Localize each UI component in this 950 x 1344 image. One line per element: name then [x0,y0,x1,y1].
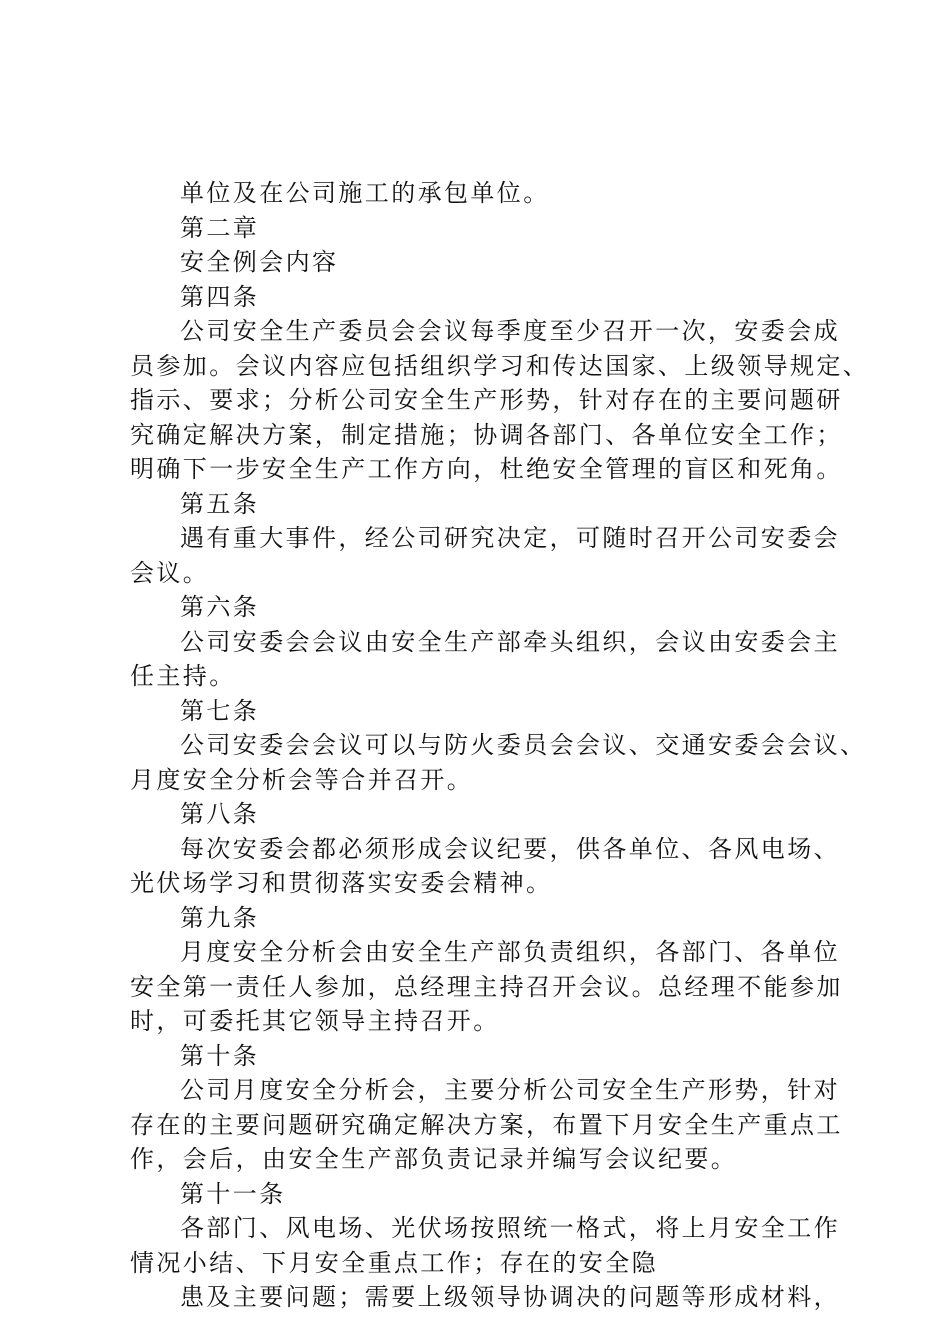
text-line: 究确定解决方案，制定措施；协调各部门、各单位安全工作； [130,420,843,449]
text-line: 明确下一步安全生产工作方向，杜绝安全管理的盲区和死角。 [130,455,843,483]
article-heading: 第九条 [180,903,260,932]
text-line: 各部门、风电场、光伏场按照统一格式，将上月安全工作 [180,1214,840,1242]
text-line: 存在的主要问题研究确定解决方案，布置下月安全生产重点工 [130,1110,843,1139]
article-heading: 第八条 [180,800,260,828]
text-line: 安全第一责任人参加，总经理主持召开会议。总经理不能参加 [130,972,843,1001]
article-heading: 第十一条 [180,1179,286,1208]
article-heading: 第六条 [180,593,260,621]
article-heading: 第十条 [180,1041,260,1070]
text-line: 单位及在公司施工的承包单位。 [180,179,550,207]
text-line: 月度安全分析会等合并召开。 [130,765,474,794]
text-line: 员参加。会议内容应包括组织学习和传达国家、上级领导规定、 [130,351,870,380]
text-line: 患及主要问题；需要上级领导协调决的问题等形成材料， [180,1283,840,1311]
text-line: 作，会后，由安全生产部负责记录并编写会议纪要。 [130,1145,738,1173]
text-line: 公司安全生产委员会会议每季度至少召开一次，安委会成 [180,317,840,345]
text-line: 公司安委会会议可以与防火委员会会议、交通安委会会议、 [180,731,867,759]
chapter-heading: 第二章 [180,213,260,242]
text-line: 情况小结、下月安全重点工作；存在的安全隐 [130,1248,658,1277]
article-heading: 第七条 [180,696,260,725]
article-heading: 第五条 [180,489,260,518]
article-heading: 第四条 [180,282,260,311]
text-line: 月度安全分析会由安全生产部负责组织，各部门、各单位 [180,938,840,966]
text-line: 任主持。 [130,662,236,690]
text-line: 光伏场学习和贯彻落实安委会精神。 [130,869,553,897]
text-line: 公司月度安全分析会，主要分析公司安全生产形势，针对 [180,1076,840,1104]
text-line: 指示、要求；分析公司安全生产形势，针对存在的主要问题研 [130,386,843,414]
text-line: 遇有重大事件，经公司研究决定，可随时召开公司安委会 [180,524,840,552]
text-line: 公司安委会会议由安全生产部牵头组织，会议由安委会主 [180,627,840,656]
document-body [130,176,870,1315]
text-line: 时，可委托其它领导主持召开。 [130,1007,500,1035]
chapter-title: 安全例会内容 [180,248,339,276]
text-line: 会议。 [130,558,210,587]
text-line: 每次安委会都必须形成会议纪要，供各单位、各风电场、 [180,834,840,863]
